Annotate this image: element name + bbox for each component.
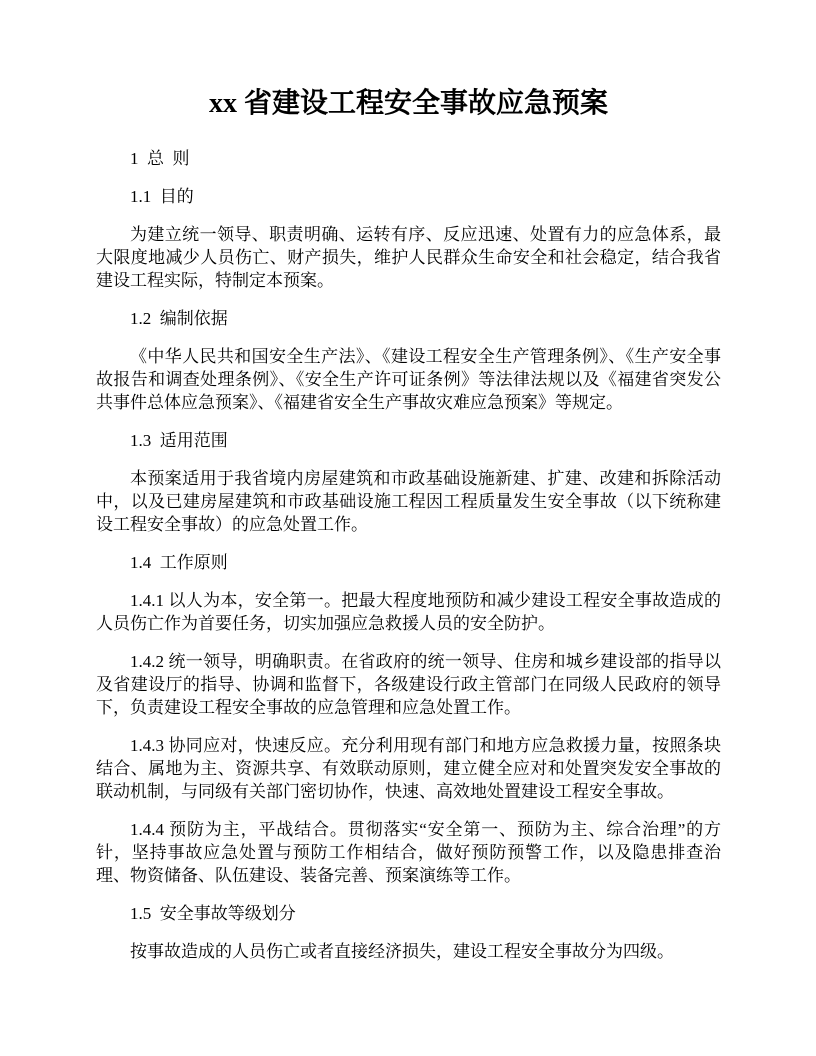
paragraph-principle-coordinated-response: 1.4.3 协同应对，快速反应。充分利用现有部门和地方应急救援力量，按照条块结合、属地为主、资源共享、有效联动原则，建立健全应对和处置突发安全事故的联动机制，与同级有关部门密切协作，快速、高效地处置建设工程安全事故。 bbox=[96, 736, 721, 801]
subsection-heading-principles: 1.4 工作原则 bbox=[130, 553, 228, 572]
paragraph-principle-people-first: 1.4.1 以人为本，安全第一。把最大程度地预防和减少建设工程安全事故造成的人员伤亡作为首要任务，切实加强应急救援人员的安全防护。 bbox=[96, 591, 721, 633]
paragraph-principle-unified-leadership: 1.4.2 统一领导，明确职责。在省政府的统一领导、住房和城乡建设部的指导以及省建设厅的指导、协调和监督下，各级建设行政主管部门在同级人民政府的领导下，负责建设工程安全事故的应急管理和应急处置工作。 bbox=[96, 652, 721, 717]
subsection-heading-accident-grades: 1.5 安全事故等级划分 bbox=[130, 904, 296, 923]
document-title: xx 省建设工程安全事故应急预案 bbox=[208, 88, 608, 119]
paragraph-basis: 《中华人民共和国安全生产法》、《建设工程安全生产管理条例》、《生产安全事故报告和调查处理条例》、《安全生产许可证条例》等法律法规以及《福建省突发公共事件总体应急预案》、《福建省安全生产事故灾难应急预案》等规定。 bbox=[96, 347, 721, 412]
paragraph-accident-grades: 按事故造成的人员伤亡或者直接经济损失，建设工程安全事故分为四级。 bbox=[130, 942, 674, 961]
paragraph-principle-prevention-first: 1.4.4 预防为主，平战结合。贯彻落实“安全第一、预防为主、综合治理”的方针，坚持事故应急处置与预防工作相结合，做好预防预警工作，以及隐患排查治理、物资储备、队伍建设、装备完善、预案演练等工作。 bbox=[96, 820, 721, 885]
subsection-heading-purpose: 1.1 目的 bbox=[130, 187, 194, 206]
section-heading-general: 1 总 则 bbox=[130, 149, 190, 168]
subsection-heading-basis: 1.2 编制依据 bbox=[130, 309, 228, 328]
paragraph-purpose: 为建立统一领导、职责明确、运转有序、反应迅速、处置有力的应急体系，最大限度地减少人员伤亡、财产损失，维护人民群众生命安全和社会稳定，结合我省建设工程实际，特制定本预案。 bbox=[96, 225, 721, 290]
paragraph-scope: 本预案适用于我省境内房屋建筑和市政基础设施新建、扩建、改建和拆除活动中，以及已建房屋建筑和市政基础设施工程因工程质量发生安全事故（以下统称建设工程安全事故）的应急处置工作。 bbox=[96, 469, 721, 534]
subsection-heading-scope: 1.3 适用范围 bbox=[130, 431, 228, 450]
